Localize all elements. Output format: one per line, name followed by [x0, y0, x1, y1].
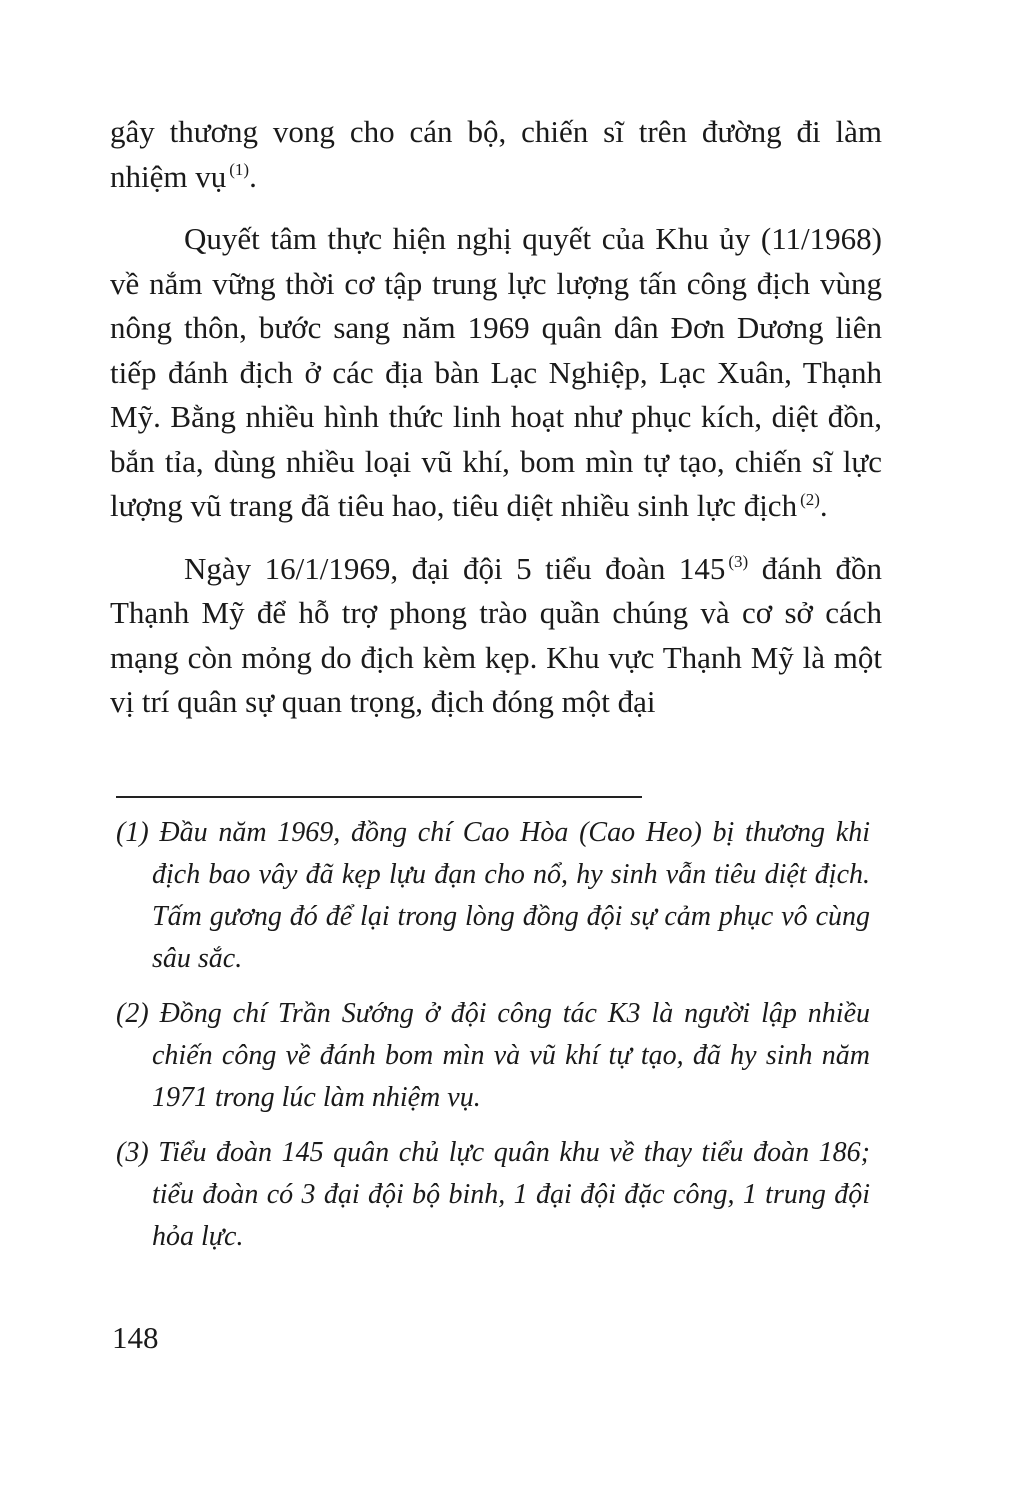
paragraph-3	[110, 547, 882, 725]
paragraph-2-end: .	[819, 488, 828, 523]
footnote-1: (1) Đầu năm 1969, đồng chí Cao Hòa (Cao Heo) bị thương khi địch bao vây đã kẹp lựu đạn cho nổ, hy sinh vẫn tiêu diệt địch. Tấm gương đó để lại trong lòng đồng đội sự cảm phục vô cùng sâu sắc.	[116, 817, 870, 974]
footnotes	[116, 812, 870, 1271]
footnote-ref-1: (1)	[229, 160, 250, 180]
paragraph-1-end: .	[249, 158, 257, 194]
footnote-separator	[116, 796, 642, 798]
paragraph-2-text: Quyết tâm thực hiện nghị quyết của Khu ủy (11/1968) về nắm vững thời cơ tập trung lực lượng tấn công địch vùng nông thôn, bước sang năm 1969 quân dân Đơn Dương liên tiếp đánh địch ở các địa bàn Lạc Nghiệp, Lạc Xuân, Thạnh Mỹ. Bằng nhiều hình thức linh hoạt như phục kích, diệt đồn, bắn tỉa, dùng nhiều loại vũ khí, bom mìn tự tạo, chiến sĩ lực lượng vũ trang đã tiêu hao, tiêu diệt nhiều sinh lực địch	[110, 221, 882, 523]
footnote-ref-3: (3)	[728, 552, 749, 572]
paragraph-1-text: gây thương vong cho cán bộ, chiến sĩ trên đường đi làm nhiệm vụ	[110, 114, 882, 194]
paragraph-1	[110, 110, 882, 199]
footnote-3: (3) Tiểu đoàn 145 quân chủ lực quân khu về thay tiểu đoàn 186; tiểu đoàn có 3 đại đội bộ binh, 1 đại đội đặc công, 1 trung đội hỏa lực.	[116, 1137, 870, 1252]
footnote-ref-2: (2)	[800, 489, 820, 509]
paragraph-3-rest: đánh đồn Thạnh Mỹ để hỗ trợ phong trào quần chúng và cơ sở cách mạng còn mỏng do địch kèm kẹp. Khu vực Thạnh Mỹ là một vị trí quân sự quan trọng, địch đóng một đại	[110, 550, 882, 719]
paragraph-2	[110, 217, 882, 529]
footnote-2: (2) Đồng chí Trần Sướng ở đội công tác K3 là người lập nhiều chiến công về đánh bom mìn và vũ khí tự tạo, đã hy sinh năm 1971 trong lúc làm nhiệm vụ.	[116, 998, 870, 1113]
main-text	[110, 110, 882, 743]
page-number: 148	[112, 1320, 159, 1355]
paragraph-3-start: Ngày 16/1/1969, đại đội 5 tiểu đoàn 145	[184, 550, 726, 586]
